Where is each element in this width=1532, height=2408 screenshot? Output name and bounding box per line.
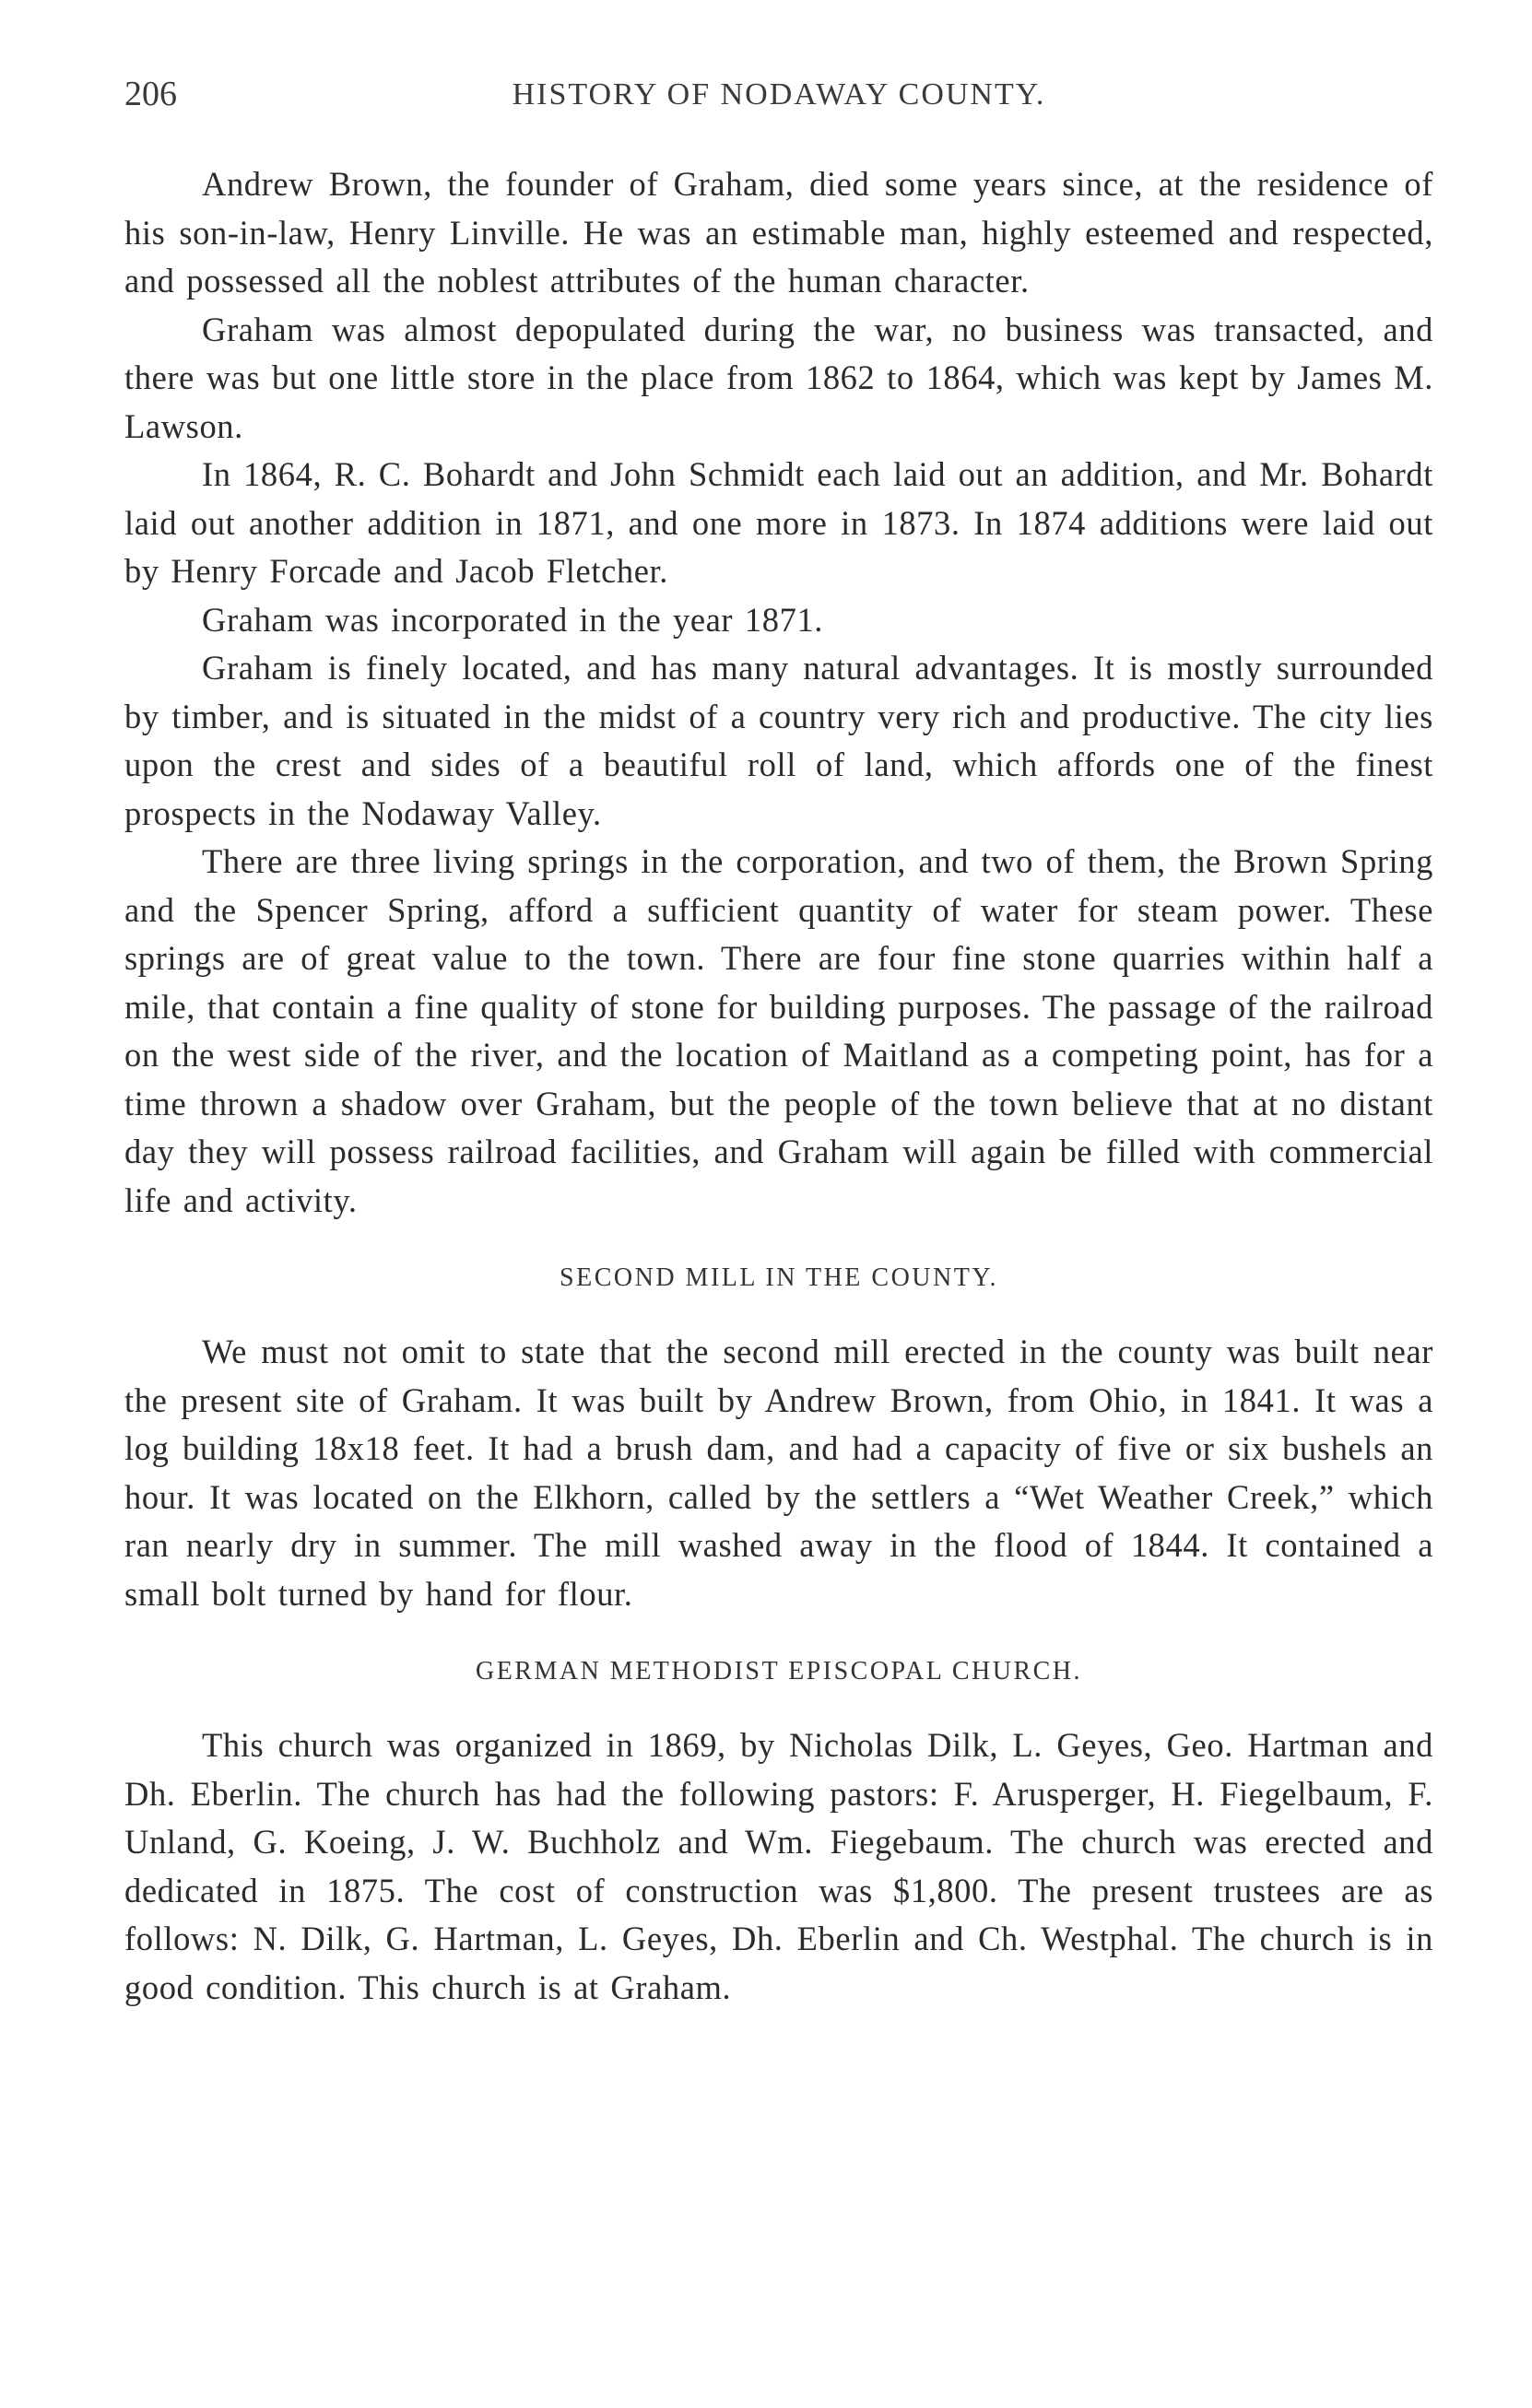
paragraph-church: This church was organized in 1869, by Nicholas Dilk, L. Geyes, Geo. Hartman and Dh. Eberlin. The church has had the following pastors: F. Arusperger, H. Fiegelbaum, F. Unland, G. Koeing, J. W. Buchholz and Wm. Fiegebaum. The church was erected and dedicated in 1875. The cost of construction was $1,800. The present trustees are as follows: N. Dilk, G. Hartman, L. Geyes, Dh. Eberlin and Ch. Westphal. The church is in good condition. This church is at Graham. <box>124 1726 1433 2006</box>
paragraph-second-mill: We must not omit to state that the second mill erected in the county was built near the present site of Graham. It was built by Andrew Brown, from Ohio, in 1841. It was a log building 18x18 feet. It had a brush dam, and had a capacity of five or six bushels an hour. It was located on the Elkhorn, called by the settlers a “Wet Weather Creek,” which ran nearly dry in summer. The mill washed away in the flood of 1844. It contained a small bolt turned by hand for flour. <box>124 1333 1433 1613</box>
paragraph-andrew-brown: Andrew Brown, the founder of Graham, died some years since, at the residence of his son-in-law, Henry Linville. He was an estimable man, highly esteemed and respected, and possessed all the noblest attributes of the human character. <box>124 165 1433 300</box>
heading-second-mill: SECOND MILL IN THE COUNTY. <box>560 1263 998 1292</box>
paragraph-war-depopulation: Graham was almost depopulated during the war, no business was transacted, and there was but one little store in the place from 1862 to 1864, which was kept by James M. Lawson. <box>124 310 1433 445</box>
page-content <box>124 160 1433 2012</box>
paragraph-springs: There are three living springs in the corporation, and two of them, the Brown Spring and the Spencer Spring, afford a sufficient quantity of water for steam power. These springs are of great value to the town. There are four fine stone quarries within half a mile, that contain a fine quality of stone for building purposes. The passage of the railroad on the west side of the river, and the location of Maitland as a competing point, has for a time thrown a shadow over Graham, but the people of the town believe that at no distant day they will possess railroad facilities, and Graham will again be filled with commercial life and activity. <box>124 842 1433 1219</box>
page-number: 206 <box>124 75 177 113</box>
running-head <box>124 74 1433 129</box>
heading-german-methodist-church: GERMAN METHODIST EPISCOPAL CHURCH. <box>475 1657 1083 1686</box>
paragraph-incorporation: Graham was incorporated in the year 1871. <box>202 600 824 639</box>
running-title: HISTORY OF NODAWAY COUNTY. <box>512 77 1046 112</box>
book-page <box>124 74 1433 2012</box>
paragraph-additions: In 1864, R. C. Bohardt and John Schmidt each laid out an addition, and Mr. Bohardt laid out another addition in 1871, and one more in 1873. In 1874 additions were laid out by Henry Forcade and Jacob Fletcher. <box>124 455 1433 590</box>
paragraph-location: Graham is finely located, and has many natural advantages. It is mostly surrounded by timber, and is situated in the midst of a country very rich and productive. The city lies upon the crest and sides of a beautiful roll of land, which affords one of the finest prospects in the Nodaway Valley. <box>124 649 1433 832</box>
